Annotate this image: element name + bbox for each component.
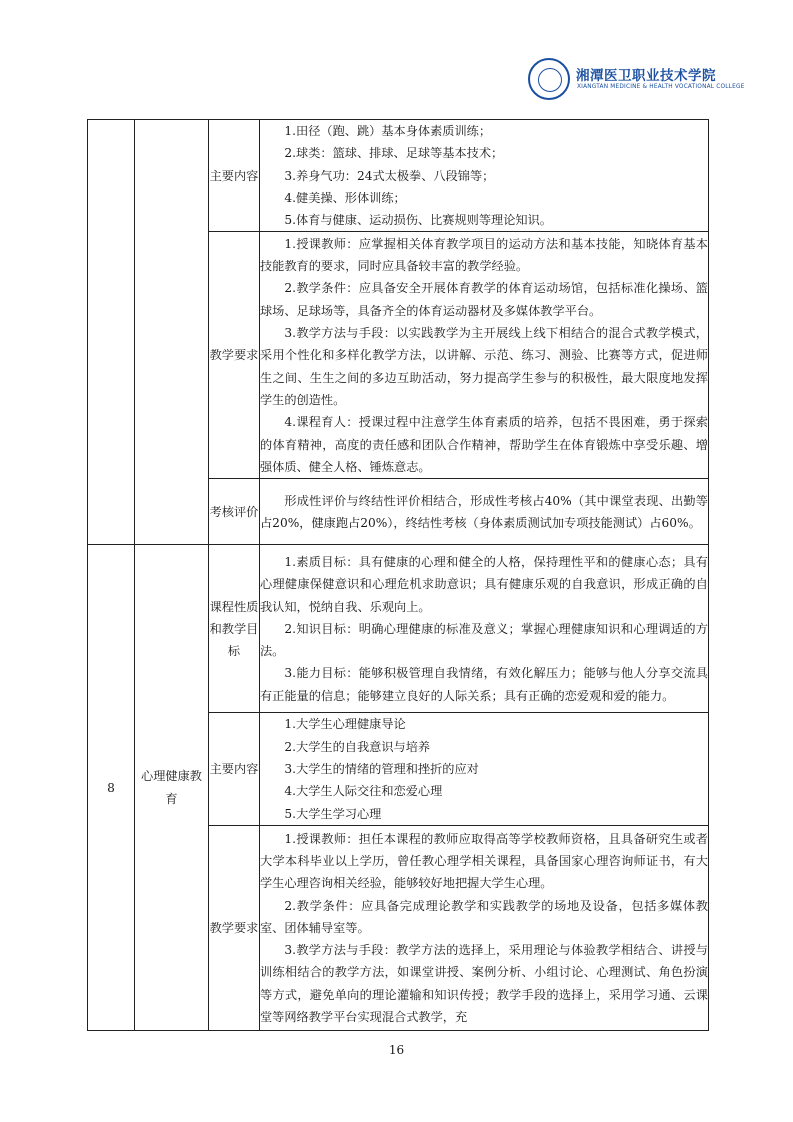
list-item: 1.大学生心理健康导论 [284, 717, 406, 732]
row8-goal-paras [260, 545, 709, 713]
row8-number: 8 [88, 545, 135, 1030]
list-item: 1.田径（跑、跳）基本身体素质训练； [284, 124, 492, 138]
curriculum-table [87, 119, 709, 1031]
school-name-cn: 湘潭医卫职业技术学院 [576, 68, 716, 84]
paragraph: 2.教学条件：应具备完成理论教学和实践教学的场地及设备，包括多媒体教室、团体辅导室等。 [260, 898, 708, 935]
row8-goal-label: 课程性质和教学目标 [209, 545, 260, 713]
paragraph: 3.教学方法与手段：以实践教学为主开展线上线下相结合的混合式教学模式，采用个性化和多样化教学方法，以讲解、示范、练习、测验、比赛等方式，促进师生之间、生生之间的多边互助活动，努力提高学生参与的积极性，最大限度地发挥学生的创造性。 [260, 326, 708, 407]
row8-req-paras [260, 825, 709, 1030]
row7-main-content [88, 120, 709, 232]
row8-course-name: 心理健康教育 [135, 545, 209, 1030]
paragraph: 2.知识目标：明确心理健康的标准及意义；掌握心理健康知识和心理调适的方法。 [260, 621, 708, 659]
paragraph: 3.能力目标：能够积极管理自我情绪，有效化解压力；能够与他人分享交流具有正能量的信息；能够建立良好的人际关系；具有正确的恋爱观和爱的能力。 [260, 666, 708, 703]
paragraph: 3.教学方法与手段：教学方法的选择上，采用理论与体验教学相结合、讲授与训练相结合的教学方法，如课堂讲授、案例分析、小组讨论、心理测试、角色扮演等方式，避免单向的理论灌输和知识传授；教学手段的选择上，采用学习通、云课堂等网络教学平台实现混合式教学，充 [260, 943, 708, 1024]
paragraph: 形成性评价与终结性评价相结合，形成性考核占40%（其中课堂表现、出勤等占20%，健康跑占20%），终结性考核（身体素质测试加专项技能测试）占60%。 [260, 493, 708, 530]
paragraph: 4.课程育人：授课过程中注意学生体育素质的培养，包括不畏困难，勇于探索的体育精神，高度的责任感和团队合作精神，帮助学生在体育锻炼中享受乐趣、增强体质、健全人格、锤炼意志。 [260, 415, 708, 474]
list-item: 3.养身气功：24式太极拳、八段锦等； [284, 168, 495, 183]
school-logo [528, 58, 745, 102]
list-item: 2.球类：篮球、排球、足球等基本技术； [284, 146, 504, 161]
row7-main-label: 主要内容 [209, 120, 260, 232]
school-name-en: XIANGTAN MEDICINE & HEALTH VOCATIONAL COLLEGE [577, 84, 745, 90]
page-number: 16 [388, 1043, 405, 1057]
row7-eval-label: 考核评价 [209, 479, 260, 545]
row8-goals [88, 545, 709, 713]
list-item: 4.大学生人际交往和恋爱心理 [284, 784, 443, 799]
row7-eval-text [260, 479, 709, 545]
paragraph: 2.教学条件：应具备安全开展体育教学的体育运动场馆，包括标准化操场、篮球场、足球场等，具备齐全的体育运动器材及多媒体教学平台。 [260, 281, 708, 318]
row8-main-items [260, 713, 709, 825]
row8-main-label: 主要内容 [209, 713, 260, 825]
row7-main-items [260, 120, 709, 232]
row7-req-paras [260, 232, 709, 479]
list-item: 3.大学生的情绪的管理和挫折的应对 [284, 762, 479, 777]
paragraph: 1.素质目标：具有健康的心理和健全的人格，保持理性平和的健康心态；具有心理健康保健意识和心理危机求助意识；具有健康乐观的自我意识，形成正确的自我认知，悦纳自我、乐观向上。 [260, 554, 708, 614]
row7-number-cell [88, 120, 135, 545]
list-item: 5.大学生学习心理 [284, 806, 382, 821]
list-item: 2.大学生的自我意识与培养 [284, 739, 431, 754]
row7-course-cell [135, 120, 209, 545]
list-item: 4.健美操、形体训练； [284, 190, 406, 205]
paragraph: 1.授课教师：应掌握相关体育教学项目的运动方法和基本技能，知晓体育基本技能教育的要求，同时应具备较丰富的教学经验。 [260, 236, 708, 274]
school-seal-icon [528, 58, 570, 100]
row8-req-label: 教学要求 [209, 825, 260, 1030]
list-item: 5.体育与健康、运动损伤、比赛规则等理论知识。 [284, 213, 552, 228]
paragraph: 1.授课教师：担任本课程的教师应取得高等学校教师资格，且具备研究生或者大学本科毕业以上学历，曾任教心理学相关课程，具备国家心理咨询师证书，有大学生心理咨询相关经验，能够较好地把握大学生心理。 [260, 831, 708, 891]
row7-req-label: 教学要求 [209, 232, 260, 479]
